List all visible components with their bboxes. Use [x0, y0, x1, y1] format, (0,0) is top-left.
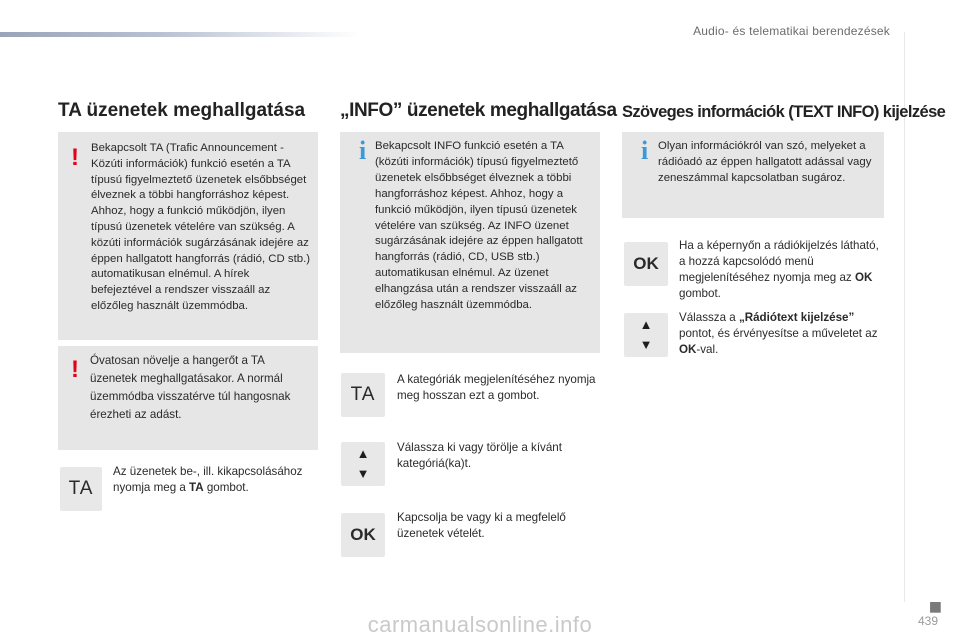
step-text-bold: OK — [854, 271, 873, 284]
warning-box-volume — [58, 346, 318, 450]
info-text: Bekapcsolt INFO funkció esetén a TA (közúti információk) típusú figyelmeztető üzenetek elsőbbséget élveznek a többi hangforráshoz képest. Ahhoz, hogy a funkció működjön, ilyen típusú üzenetek vételére van szükség. Az INFO üzenet sugárzásának idejére az éppen hallgatott hangforrás (rádió, CD, USB stb.) automatikusan elnémul. Az üzenet elhangzása után a rendszer visszaáll az előzőleg használt üzemmódba. — [375, 140, 583, 312]
section-title-info: „INFO” üzenetek meghallgatása — [340, 100, 617, 121]
step-text-bold: OK — [679, 343, 697, 356]
step-text-bold: „Rádiótext kijelzése” — [738, 311, 855, 324]
info-box-text-info — [622, 132, 884, 218]
ok-button-icon — [624, 242, 668, 286]
arrow-down-icon: ▼ — [639, 337, 653, 352]
step-text-select-category: Válassza ki vagy törölje a kívánt kategóriá(ka)t. — [397, 441, 562, 470]
ok-key-label: OK — [350, 525, 376, 544]
step-text-toggle-messages: Kapcsolja be vagy ki a megfelelő üzenetek vételét. — [397, 511, 566, 540]
warning-box-ta-function — [58, 132, 318, 340]
step-text-categories: A kategóriák megjelenítéséhez nyomja meg hosszan ezt a gombot. — [397, 373, 596, 402]
arrow-down-icon: ▼ — [356, 466, 370, 481]
arrow-up-icon: ▲ — [356, 446, 370, 461]
chapter-title: Audio- és telematikai berendezések — [693, 24, 890, 38]
info-icon: i — [359, 136, 367, 165]
step-text-part: Ha a képernyőn a rádiókijelzés látható, a hozzá kapcsolódó menü megjelenítéséhez nyomja meg az — [679, 239, 879, 284]
ta-button-icon — [60, 467, 102, 511]
section-title-text-info: Szöveges információk (TEXT INFO) kijelzése — [622, 103, 946, 121]
warning-text: Óvatosan növelje a hangerőt a TA üzenetek meghallgatásakor. A normál üzemmódba visszatérve túl hangosnak érezheti az adást. — [90, 354, 291, 421]
exclamation-icon: ! — [71, 144, 79, 171]
step-text-part: gombot. — [203, 481, 249, 494]
exclamation-icon: ! — [71, 356, 79, 383]
step-text-radiotext-select — [679, 310, 884, 358]
step-text-part: Az üzenetek be-, ill. kikapcsolásához nyomja meg a — [113, 465, 303, 494]
watermark: carmanualsonline.info — [367, 612, 593, 637]
ta-button-icon — [341, 373, 385, 417]
arrow-buttons-icon — [341, 442, 385, 486]
step-text-part: gombot. — [679, 287, 721, 300]
step-text-bold: TA — [189, 481, 204, 494]
ok-key-label: OK — [633, 254, 659, 273]
step-text-part: Válassza a — [679, 311, 739, 324]
page-number: 439 — [917, 614, 938, 628]
step-text-part: -val. — [696, 343, 719, 356]
info-text: Olyan információkról van szó, melyeket a rádióadó az éppen hallgatott adással vagy zeneszámmal kapcsolatban sugároz. — [658, 140, 872, 184]
info-icon: i — [641, 136, 649, 165]
ok-button-icon — [341, 513, 385, 557]
header-accent-bar — [0, 32, 360, 37]
step-text-ta-toggle — [113, 464, 318, 496]
arrow-buttons-icon — [624, 313, 668, 357]
step-text-radio-menu — [679, 238, 884, 302]
page-dots: ■ — [928, 594, 942, 619]
section-title-ta: TA üzenetek meghallgatása — [58, 100, 306, 121]
arrow-up-icon: ▲ — [639, 317, 653, 332]
ta-key-label: TA — [68, 478, 94, 499]
step-text-part: pontot, és érvényesítse a műveletet az — [679, 327, 878, 340]
info-box-info-function — [340, 132, 600, 353]
ta-key-label: TA — [350, 384, 376, 405]
warning-text: Bekapcsolt TA (Trafic Announcement - Közúti információk) funkció esetén a TA típusú figyelmeztető üzenetek elsőbbséget élveznek a többi hangforráshoz képest. Ahhoz, hogy a funkció működjön, ilyen típusú üzenetek vételére van szükség. A közúti információk sugárzásának idejére az éppen hallgatott hangforrás (rádió, CD stb.) automatikusan elnémul. A hírek befejeztével a rendszer visszaáll az előzőleg használt üzemmódba. — [91, 142, 311, 312]
